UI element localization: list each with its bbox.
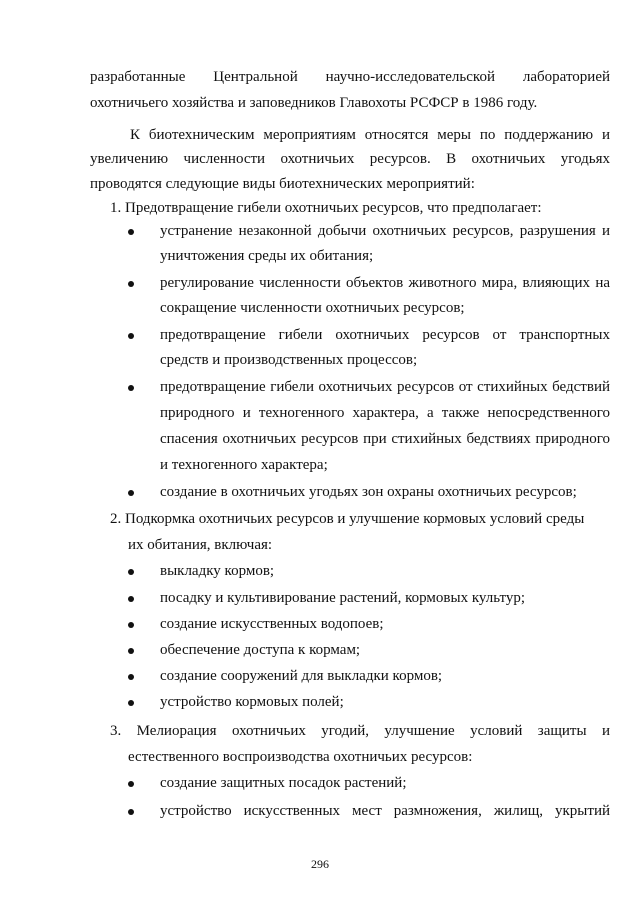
bullet-dot — [128, 700, 134, 706]
intro-word: Центральной — [213, 69, 298, 85]
list-item-line: посадку и культивирование растений, кормовых культур; — [160, 590, 526, 606]
list-item-line: устройство искусственных мест размножения, жилищ, укрытий — [160, 803, 610, 819]
bullet-dot — [128, 781, 134, 787]
bullet-dot — [128, 569, 134, 575]
intro-line-1 — [90, 68, 610, 86]
list-item-line: сокращение численности охотничьих ресурсов; — [160, 300, 465, 316]
list-item-line: предотвращение гибели охотничьих ресурсов от стихийных бедствий — [160, 379, 610, 395]
section-2-heading: 2. Подкормка охотничьих ресурсов и улучшение кормовых условий среды — [110, 511, 585, 527]
list-item-line: устройство кормовых полей; — [160, 694, 344, 710]
section-1-heading: 1. Предотвращение гибели охотничьих ресурсов, что предполагает: — [110, 200, 542, 216]
bullet-dot — [128, 333, 134, 339]
bullet-dot — [128, 229, 134, 235]
para-line-3: проводятся следующие виды биотехнических мероприятий: — [90, 176, 475, 192]
bullet-dot — [128, 622, 134, 628]
section-3-heading: 3. Мелиорация охотничьих угодий, улучшение условий защиты и — [110, 723, 610, 739]
list-item-line: уничтожения среды их обитания; — [160, 248, 374, 264]
intro-word: разработанные — [90, 69, 186, 85]
list-item-line: регулирование численности объектов животного мира, влияющих на — [160, 275, 610, 291]
list-item-line: предотвращение гибели охотничьих ресурсов от транспортных — [160, 327, 610, 343]
intro-word: лабораторией — [522, 69, 611, 85]
list-item-line: и техногенного характера; — [160, 457, 328, 473]
para-line-2: увеличению численности охотничьих ресурсов. В охотничьих угодьях — [90, 151, 610, 167]
bullet-dot — [128, 648, 134, 654]
list-item-line: создание сооружений для выкладки кормов; — [160, 668, 443, 684]
bullet-dot — [128, 490, 134, 496]
para-line-1: К биотехническим мероприятиям относятся меры по поддержанию и — [130, 127, 610, 143]
section-3-heading-cont: естественного воспроизводства охотничьих ресурсов: — [128, 749, 473, 765]
intro-line-2: охотничьего хозяйства и заповедников Главохоты РСФСР в 1986 году. — [90, 95, 538, 111]
list-item-line: спасения охотничьих ресурсов при стихийных бедствиях природного — [160, 431, 610, 447]
list-item-line: выкладку кормов; — [160, 563, 275, 579]
list-item-line: средств и производственных процессов; — [160, 352, 418, 368]
bullet-dot — [128, 281, 134, 287]
bullet-dot — [128, 596, 134, 602]
list-item-line: создание защитных посадок растений; — [160, 775, 407, 791]
list-item-line: устранение незаконной добычи охотничьих ресурсов, разрушения и — [160, 223, 610, 239]
bullet-dot — [128, 385, 134, 391]
section-2-heading-cont: их обитания, включая: — [128, 537, 273, 553]
bullet-dot — [128, 674, 134, 680]
page-number: 296 — [311, 857, 329, 871]
list-item-line: природного и техногенного характера, а также непосредственного — [160, 405, 610, 421]
bullet-dot — [128, 809, 134, 815]
list-item-line: создание искусственных водопоев; — [160, 616, 384, 632]
intro-word: научно-исследовательской — [325, 69, 495, 85]
list-item-line: обеспечение доступа к кормам; — [160, 642, 361, 658]
list-item-line: создание в охотничьих угодьях зон охраны охотничьих ресурсов; — [160, 484, 577, 500]
